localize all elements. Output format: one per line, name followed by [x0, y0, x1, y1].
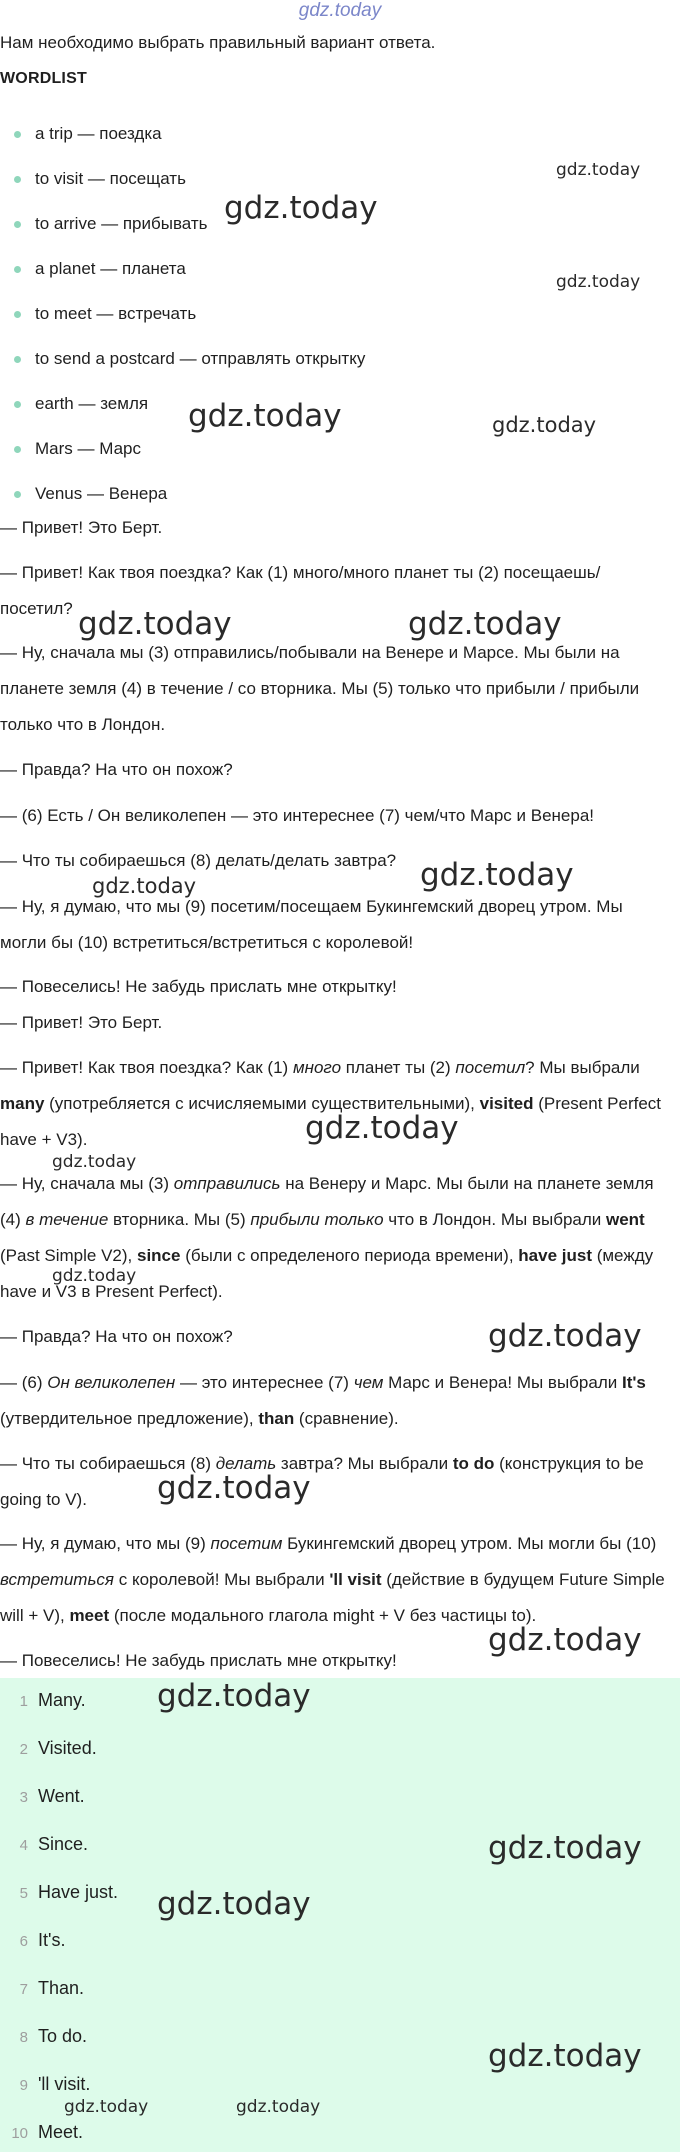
bullet-icon	[14, 356, 21, 363]
wordlist-item: to arrive — прибывать	[14, 213, 208, 235]
watermark: gdz.today	[78, 606, 232, 642]
answer-item: 6 It's.	[19, 1930, 66, 1950]
answer-item: 3 Went.	[19, 1786, 85, 1806]
bullet-icon	[14, 221, 21, 228]
explanation-line: — Привет! Как твоя поездка? Как (1) много планет ты (2) посетил? Мы выбрали many (употребляется с исчисляемыми существительными), visited (Present Perfect have + V3).	[0, 1058, 662, 1149]
watermark: gdz.today	[420, 857, 574, 893]
watermark: gdz.today	[408, 606, 562, 642]
dialog-line: — Привет! Как твоя поездка? Как (1) много/много планет ты (2) посещаешь/ посетил?	[0, 563, 601, 618]
wordlist-item: to visit — посещать	[14, 168, 186, 190]
explanation-line: — Повеселись! Не забудь прислать мне открытку!	[0, 1651, 397, 1670]
answer-item: 2 Visited.	[19, 1738, 97, 1758]
answer-item: 10 Meet.	[11, 2122, 84, 2142]
watermark: gdz.today	[64, 2097, 149, 2117]
watermark: gdz.today	[556, 160, 641, 180]
answer-item: 1 Many.	[19, 1690, 86, 1710]
watermark: gdz.today	[488, 1830, 642, 1866]
bullet-icon	[14, 491, 21, 498]
dialog-line: — Правда? На что он похож?	[0, 760, 233, 779]
explanation-line: — Ну, сначала мы (3) отправились на Венеру и Марс. Мы были на планете земля (4) в течение вторника. Мы (5) прибыли только что в Лондон. Мы выбрали went (Past Simple V2), since (были с определеного периода времени), have just (между have и V3 в Present Perfect).	[0, 1174, 654, 1301]
dialog-line: — Ну, я думаю, что мы (9) посетим/посещаем Букингемский дворец утром. Мы могли бы (10) встретиться/встретиться с королевой!	[0, 897, 623, 952]
watermark: gdz.today	[92, 874, 197, 898]
answer-item: 7 Than.	[19, 1978, 85, 1998]
watermark: gdz.today	[488, 1622, 642, 1658]
wordlist-item: a trip — поездка	[14, 123, 162, 145]
watermark: gdz.today	[236, 2097, 321, 2117]
watermark: gdz.today	[52, 1152, 137, 1172]
explanation-line: — Ну, я думаю, что мы (9) посетим Букингемский дворец утром. Мы могли бы (10) встретиться с королевой! Мы выбрали 'll visit (действие в будущем Future Simple will + V), meet (после модального глагола might + V без частицы to).	[0, 1534, 665, 1625]
explanation-line: — Привет! Это Берт.	[0, 1013, 163, 1032]
watermark: gdz.today	[305, 1110, 459, 1146]
explanation-line: — Что ты собираешься (8) делать завтра? Мы выбрали to do (конструкция to be going to V).	[0, 1454, 644, 1509]
explanation-line: — (6) Он великолепен — это интереснее (7) чем Марс и Венера! Мы выбрали It's (утвердительное предложение), than (сравнение).	[0, 1373, 646, 1428]
watermark: gdz.today	[188, 398, 342, 434]
bullet-icon	[14, 401, 21, 408]
wordlist-item: Venus — Венера	[14, 483, 167, 505]
watermark: gdz.today	[157, 1886, 311, 1922]
bullet-icon	[14, 446, 21, 453]
watermark: gdz.today	[52, 1266, 137, 1286]
watermark: gdz.today	[157, 1470, 311, 1506]
dialog-line: — (6) Есть / Он великолепен — это интереснее (7) чем/что Марс и Венера!	[0, 806, 595, 825]
wordlist-item: Mars — Марс	[14, 438, 141, 460]
answer-item: 9 'll visit.	[19, 2074, 91, 2094]
site-logo[interactable]: gdz.today	[298, 0, 382, 21]
answer-list	[0, 1678, 680, 2152]
answer-item: 8 To do.	[19, 2026, 88, 2046]
wordlist-heading: WORDLIST	[0, 70, 87, 87]
bullet-icon	[14, 311, 21, 318]
wordlist-item: to meet — встречать	[14, 303, 196, 325]
watermark: gdz.today	[157, 1678, 311, 1714]
bullet-icon	[14, 176, 21, 183]
wordlist-item: to send a postcard — отправлять открытку	[14, 348, 365, 370]
answer-item: 4 Since.	[19, 1834, 89, 1854]
wordlist-item: earth — земля	[14, 393, 148, 415]
dialog-line: — Привет! Это Берт.	[0, 518, 163, 537]
watermark: gdz.today	[556, 272, 641, 292]
watermark: gdz.today	[488, 1318, 642, 1354]
wordlist-item: a planet — планета	[14, 258, 186, 280]
watermark: gdz.today	[492, 413, 597, 437]
intro-text: Нам необходимо выбрать правильный вариант ответа.	[0, 33, 436, 52]
bullet-icon	[14, 131, 21, 138]
dialog-line: — Что ты собираешься (8) делать/делать завтра?	[0, 851, 397, 870]
watermark: gdz.today	[488, 2038, 642, 2074]
answer-item: 5 Have just.	[19, 1882, 119, 1902]
dialog-line: — Ну, сначала мы (3) отправились/побывали на Венере и Марсе. Мы были на планете земля (4) в течение / со вторника. Мы (5) только что прибыли / прибыли только что в Лондон.	[0, 643, 640, 734]
bullet-icon	[14, 266, 21, 273]
dialog-line: — Повеселись! Не забудь прислать мне открытку!	[0, 977, 397, 996]
explanation-line: — Правда? На что он похож?	[0, 1327, 233, 1346]
watermark: gdz.today	[224, 190, 378, 226]
